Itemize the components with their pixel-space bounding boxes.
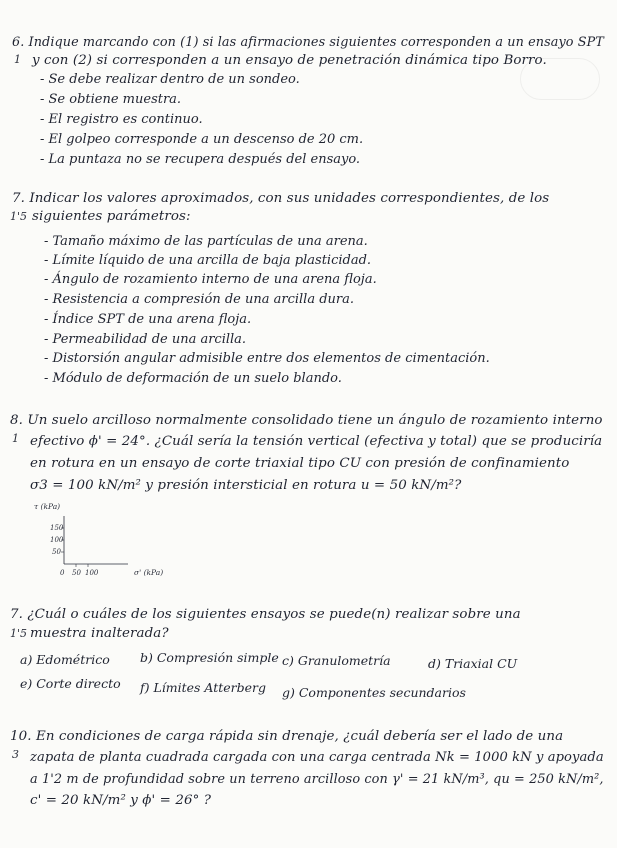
question-7-item: - Ángulo de rozamiento interno de una arena floja.	[44, 272, 377, 287]
question-7-item: - Límite líquido de una arcilla de baja plasticidad.	[44, 253, 372, 268]
graph-y-tick: 150	[50, 524, 64, 532]
question-8-line-4: σ3 = 100 kN/m² y presión intersticial en rotura u = 50 kN/m²?	[30, 478, 462, 493]
question-9-points: 1'5	[10, 627, 28, 640]
question-7-item: - Resistencia a compresión de una arcilla dura.	[44, 292, 354, 307]
question-9-line-1: 7. ¿Cuál o cuáles de los siguientes ensayos se puede(n) realizar sobre una	[10, 607, 521, 622]
question-7-item: - Índice SPT de una arena floja.	[44, 312, 252, 327]
option-f: f) Límites Atterberg	[140, 680, 267, 695]
question-7-item: - Módulo de deformación de un suelo blando.	[44, 371, 342, 386]
question-6-line-1: 6. Indique marcando con (1) si las afirmaciones siguientes corresponden a un ensayo SPT	[12, 35, 604, 50]
question-10-line-4: c' = 20 kN/m² y ϕ' = 26° ?	[30, 793, 212, 808]
question-10-line-3: a 1'2 m de profundidad sobre un terreno arcilloso con γ' = 21 kN/m³, qu = 250 kN/m²,	[30, 772, 604, 787]
question-7-points: 1'5	[10, 210, 28, 223]
option-a: a) Edométrico	[20, 652, 110, 667]
question-7-item: - Tamaño máximo de las partículas de una arena.	[44, 234, 368, 249]
mohr-sketch-graph	[30, 498, 170, 582]
option-d: d) Triaxial CU	[428, 656, 518, 671]
question-6-points: 1	[14, 53, 21, 66]
question-6-item: - El registro es continuo.	[40, 112, 203, 127]
graph-y-axis-label: τ (kPa)	[34, 502, 61, 511]
graph-y-tick: 50	[52, 548, 61, 556]
question-8-line-3: en rotura en un ensayo de corte triaxial tipo CU con presión de confinamiento	[30, 456, 570, 471]
graph-y-tick: 100	[50, 536, 64, 544]
question-10-line-2: zapata de planta cuadrada cargada con una carga centrada Nk = 1000 kN y apoyada	[30, 750, 604, 765]
question-6-item: - El golpeo corresponde a un descenso de 20 cm.	[40, 132, 364, 147]
graph-x-axis-label: σ' (kPa)	[134, 568, 164, 577]
question-7-item: - Distorsión angular admisible entre dos elementos de cimentación.	[44, 351, 490, 366]
question-8-points: 1	[12, 432, 19, 445]
question-6-line-2: y con (2) si corresponden a un ensayo de penetración dinámica tipo Borro.	[32, 53, 547, 68]
graph-x-tick: 50	[72, 569, 81, 577]
question-10-points: 3	[12, 748, 19, 761]
question-6-item: - Se obtiene muestra.	[40, 92, 182, 107]
question-7-item: - Permeabilidad de una arcilla.	[44, 332, 247, 347]
graph-x-tick: 100	[85, 569, 99, 577]
question-6-item: - La puntaza no se recupera después del ensayo.	[40, 152, 361, 167]
question-8-line-2: efectivo ϕ' = 24°. ¿Cuál sería la tensión vertical (efectiva y total) que se produciría	[30, 434, 603, 449]
question-9-line-2: muestra inalterada?	[30, 626, 169, 641]
option-e: e) Corte directo	[20, 676, 121, 691]
option-c: c) Granulometría	[282, 653, 391, 668]
graph-x-tick: 0	[60, 569, 65, 577]
option-b: b) Compresión simple	[140, 650, 279, 665]
option-g: g) Componentes secundarios	[282, 685, 466, 700]
question-10-line-1: 10. En condiciones de carga rápida sin drenaje, ¿cuál debería ser el lado de una	[10, 729, 564, 744]
question-7-line-1: 7. Indicar los valores aproximados, con sus unidades correspondientes, de los	[12, 191, 550, 206]
question-8-line-1: 8. Un suelo arcilloso normalmente consolidado tiene un ángulo de rozamiento interno	[10, 413, 603, 428]
question-7-line-2: siguientes parámetros:	[32, 209, 191, 224]
question-6-item: - Se debe realizar dentro de un sondeo.	[40, 72, 300, 87]
